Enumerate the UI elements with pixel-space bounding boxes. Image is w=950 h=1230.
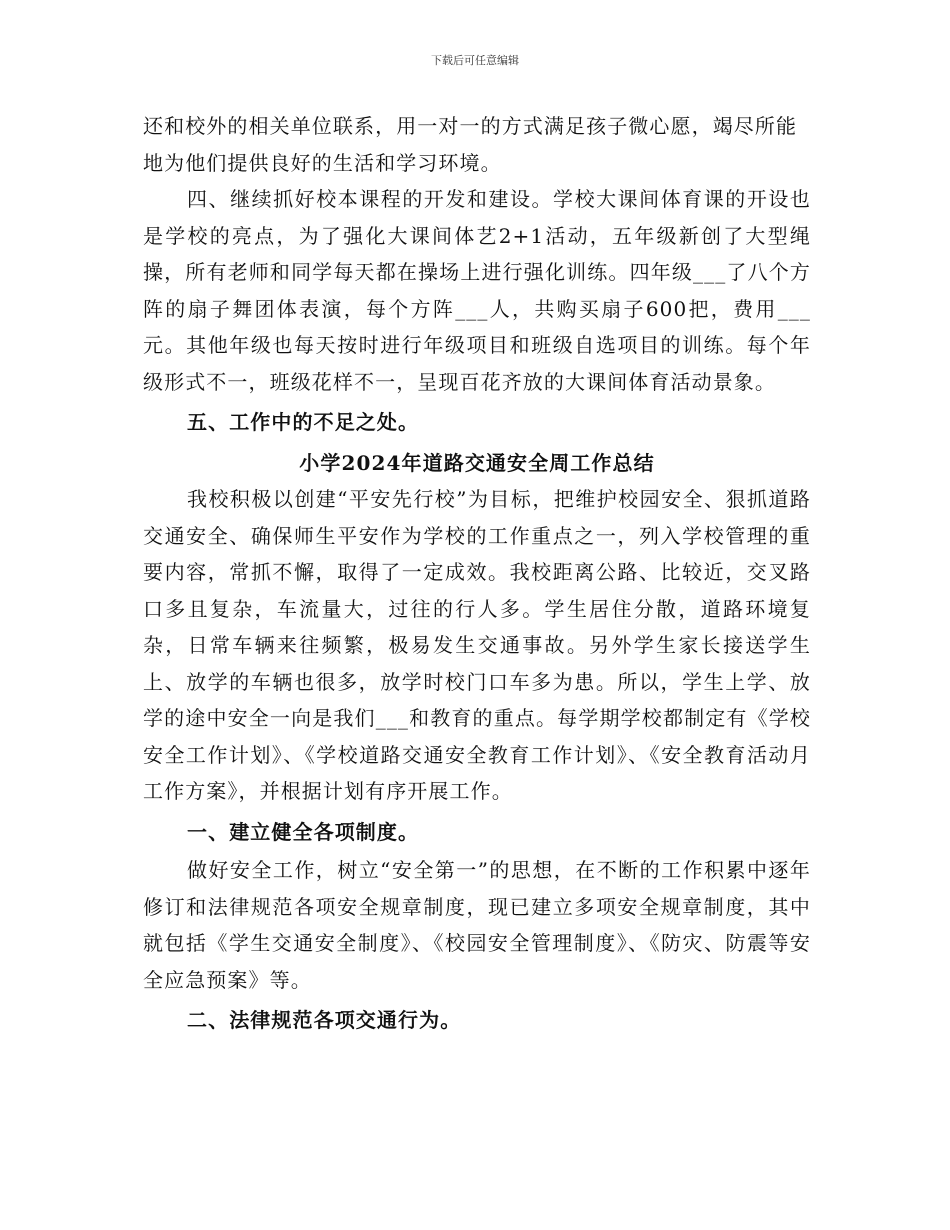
heading-one: 一、建立健全各项制度。: [187, 819, 420, 844]
heading-section-five: 五、工作中的不足之处。: [187, 410, 420, 434]
paragraph-rules: 做好安全工作，树立“安全第一”的思想，在不断的工作积累中逐年修订和法律规范各项安全规章制度，现已建立多项安全规章制度，其中就包括《学生交通安全制度》、《校园安全管理制度》、《防灾、防震等安全应急预案》等。: [143, 858, 811, 992]
document-body: [143, 108, 811, 1041]
heading-two: 二、法律规范各项交通行为。: [187, 1008, 462, 1032]
paragraph-section-four: 四、继续抓好校本课程的开发和建设。学校大课间体育课的开设也是学校的亮点，为了强化大课间体艺2+1活动，五年级新创了大型绳操，所有老师和同学每天都在操场上进行强化训练。四年级___了八个方阵的扇子舞团体表演，每个方阵___人，共购买扇子600把，费用___元。其他年级也每天按时进行年级项目和班级自选项目的训练。每个年级形式不一，班级花样不一，呈现百花齐放的大课间体育活动景象。: [143, 187, 811, 394]
paragraph-intro: 我校积极以创建“平安先行校”为目标，把维护校园安全、狠抓道路交通安全、确保师生平安作为学校的工作重点之一，列入学校管理的重要内容，常抓不懈，取得了一定成效。我校距离公路、比较近，交叉路口多且复杂，车流量大，过往的行人多。学生居住分散，道路环境复杂，日常车辆来往频繁，极易发生交通事故。另外学生家长接送学生上、放学的车辆也很多，放学时校门口车多为患。所以，学生上学、放学的途中安全一向是我们___和教育的重点。每学期学校都制定有《学校安全工作计划》、《学校道路交通安全教育工作计划》、《安全教育活动月工作方案》，并根据计划有序开展工作。: [143, 487, 811, 803]
paragraph-continuation: 还和校外的相关单位联系，用一对一的方式满足孩子微心愿，竭尽所能地为他们提供良好的生活和学习环境。: [143, 114, 798, 175]
page-header: 下载后可任意编辑: [431, 54, 519, 67]
document-title: 小学2024年道路交通安全周工作总结: [299, 450, 655, 475]
